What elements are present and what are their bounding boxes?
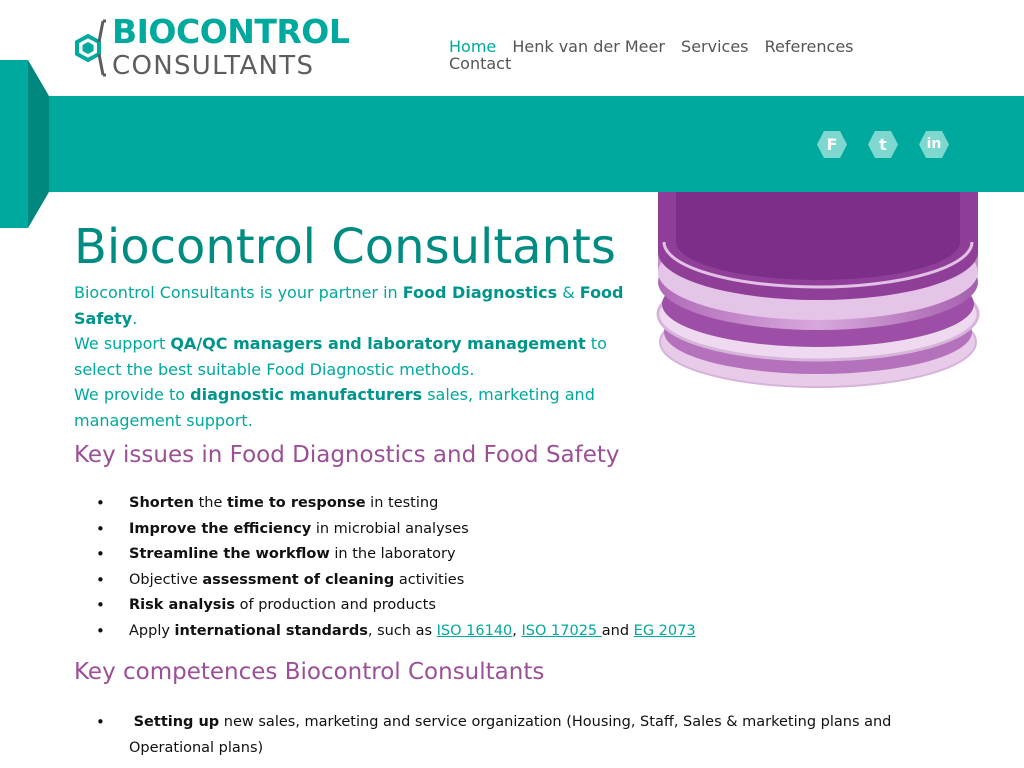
page-title: Biocontrol Consultants — [74, 219, 616, 275]
list-item-text: in microbial analyses — [311, 520, 469, 537]
nav-henk-van-der-meer[interactable]: Henk van der Meer — [512, 37, 665, 56]
list-item — [74, 491, 934, 517]
nav-services[interactable]: Services — [681, 37, 749, 56]
list-item — [74, 517, 934, 543]
eg-2073-link[interactable]: EG 2073 — [633, 622, 696, 639]
intro-text-part: Biocontrol Consultants is your partner in — [74, 283, 403, 302]
ribbon-decoration — [0, 60, 28, 228]
intro-bold: QA/QC managers and laboratory management — [170, 334, 586, 353]
facebook-icon[interactable] — [817, 131, 847, 158]
list-item-bold: Streamline the workflow — [129, 546, 330, 562]
list-item-text: , such as — [367, 622, 437, 639]
intro-bold: diagnostic manufacturers — [190, 385, 423, 404]
intro-paragraph-2 — [74, 331, 654, 382]
site-logo[interactable] — [74, 12, 354, 81]
nav-contact[interactable]: Contact — [449, 54, 512, 73]
intro-text-part: . — [132, 308, 138, 328]
intro-text-part: We provide to — [74, 385, 191, 404]
list-item-bold: Improve the efficiency — [129, 520, 312, 537]
main-nav — [449, 38, 919, 72]
list-item-text: new sales, marketing and service organization (Housing, Staff, Sales & marketing plans and Operational plans) — [129, 714, 892, 756]
list-item-standards — [74, 619, 934, 645]
section-heading-key-competences: Key competences Biocontrol Consultants — [74, 659, 545, 685]
logo-text-consultants: CONSULTANTS — [112, 51, 315, 81]
facebook-icon-glyph: F — [826, 135, 838, 154]
list-item-text: Apply — [129, 622, 175, 639]
list-item-text: , — [512, 622, 522, 639]
list-item-text: Objective — [129, 571, 203, 588]
list-item-text: in the laboratory — [329, 546, 456, 562]
list-item-bold: Risk analysis — [129, 597, 236, 613]
iso-17025-link[interactable]: ISO 17025 — [521, 622, 602, 639]
list-item-text: in testing — [365, 495, 439, 511]
nav-references[interactable]: References — [764, 37, 854, 56]
intro-text-part: & — [557, 283, 580, 302]
intro-paragraph-3 — [74, 382, 654, 433]
iso-16140-link[interactable]: ISO 16140 — [436, 622, 513, 639]
twitter-icon-glyph: t — [879, 135, 887, 154]
logo-text-biocontrol: BIOCONTROL — [112, 12, 350, 51]
linkedin-icon-glyph: in — [926, 136, 942, 152]
nav-home[interactable]: Home — [449, 37, 497, 56]
intro-text-part: sales, marketing and management support. — [74, 385, 595, 430]
hexagon-molecule-icon — [74, 18, 106, 78]
list-item — [74, 710, 894, 761]
list-item-text: the — [193, 495, 227, 511]
key-competences-list — [74, 710, 894, 761]
list-item — [74, 593, 934, 619]
main-content — [74, 218, 934, 761]
list-item — [74, 568, 934, 594]
intro-text-part: to select the best suitable Food Diagnostic methods. — [74, 334, 607, 379]
key-issues-list — [74, 491, 934, 644]
ribbon-fold-decoration — [28, 60, 49, 228]
twitter-icon[interactable] — [868, 131, 898, 158]
list-item-bold: time to response — [226, 495, 366, 511]
list-item-text: and — [601, 622, 634, 639]
intro-paragraph-1 — [74, 280, 654, 331]
list-item-text: activities — [394, 571, 465, 588]
list-item-bold: Setting up — [133, 714, 220, 730]
list-item — [74, 542, 934, 568]
intro-text-part: We support — [74, 334, 171, 353]
linkedin-icon[interactable] — [919, 131, 949, 158]
list-item-bold: Shorten — [129, 495, 194, 511]
list-item-bold: international standards — [174, 622, 368, 639]
list-item-bold: assessment of cleaning — [202, 571, 395, 588]
section-heading-key-issues: Key issues in Food Diagnostics and Food Safety — [74, 442, 620, 468]
intro-bold: Food Safety — [74, 283, 624, 328]
intro-text — [74, 280, 654, 433]
intro-bold: Food Diagnostics — [402, 283, 558, 302]
list-item-text: of production and products — [235, 597, 436, 613]
